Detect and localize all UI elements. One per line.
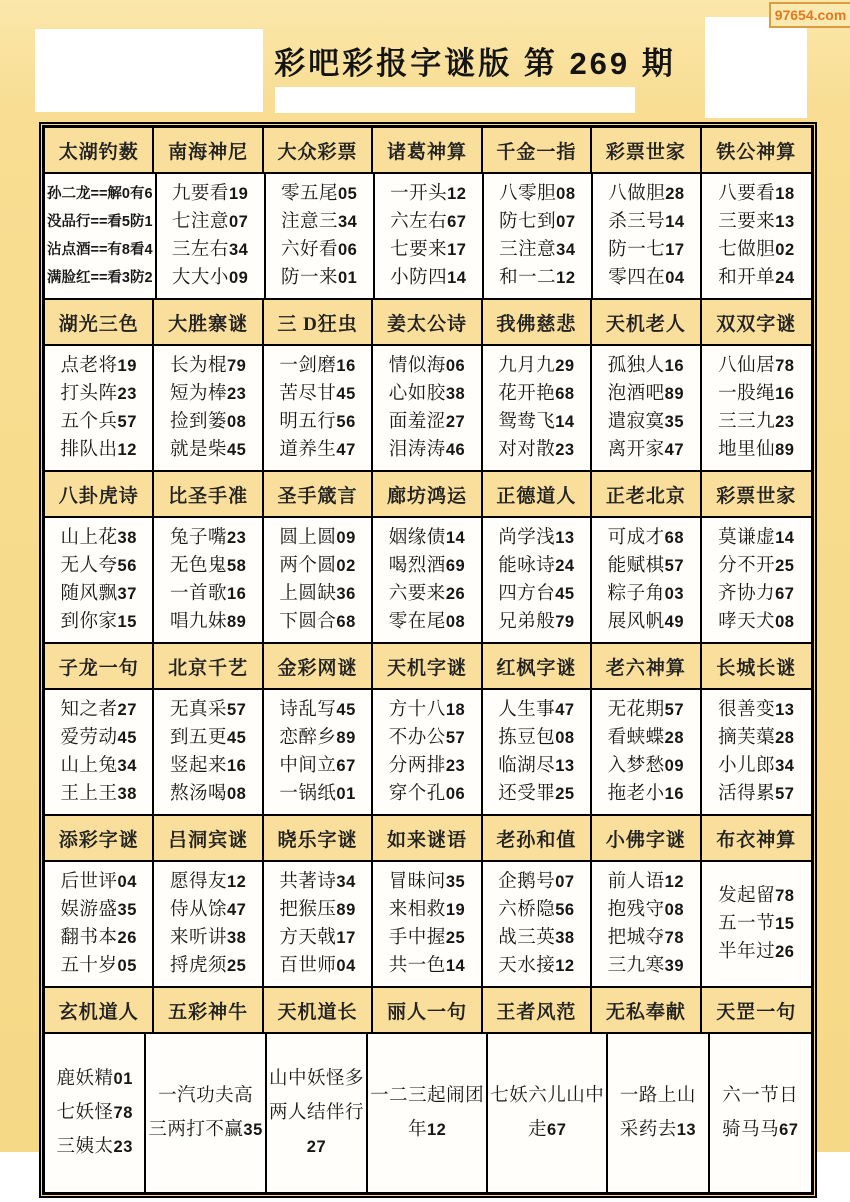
puzzle-line: 企鹅号07 [498,872,575,892]
puzzle-line: 防一七17 [608,240,685,260]
header-cell: 老孙和值 [483,814,592,862]
puzzle-line: 分两排23 [388,756,466,776]
puzzle-line: 穿个孔06 [388,784,466,804]
puzzle-line: 采药去13 [619,1120,697,1140]
header-cell: 丽人一句 [373,986,482,1034]
header-cell: 王者风范 [483,986,592,1034]
puzzle-line: 七要来17 [390,240,467,260]
puzzle-line: 尚学浅13 [498,528,575,548]
puzzle-cell [710,1034,811,1192]
puzzle-line: 捡到篓08 [169,412,247,432]
puzzle-line: 小防四14 [390,268,467,288]
content-row-2 [45,518,811,642]
puzzle-line: 摘芙蕖28 [718,728,795,748]
puzzle-line: 后世评04 [60,872,137,892]
puzzle-line: 三姨太23 [56,1137,133,1157]
header-cell: 比圣手准 [154,470,263,518]
puzzle-line: 八做胆28 [608,184,685,204]
puzzle-line: 恋醉乡89 [279,728,356,748]
puzzle-line: 拣豆包08 [498,728,575,748]
puzzle-line: 六好看06 [280,240,358,260]
header-cell: 大胜寨谜 [154,298,263,346]
puzzle-line: 哮天犬08 [718,612,795,632]
puzzle-line: 很善变13 [718,700,795,720]
puzzle-line: 两人结伴行 [268,1103,364,1123]
puzzle-line: 小儿郎34 [718,756,795,776]
header-cell: 金彩网谜 [264,642,373,690]
puzzle-line: 山中妖怪多 [268,1069,364,1089]
header-cell: 千金一指 [483,128,592,174]
puzzle-line: 兔子嘴23 [169,528,247,548]
puzzle-line: 诗乱写45 [279,700,356,720]
puzzle-line: 五一节15 [718,914,795,934]
puzzle-line: 年12 [407,1120,447,1140]
puzzle-line: 道养生47 [279,440,356,460]
puzzle-cell [702,174,811,298]
header-cell: 长城长谜 [702,642,811,690]
puzzle-line: 半年过26 [718,942,795,962]
puzzle-table [42,125,814,1195]
puzzle-line: 共著诗34 [279,872,356,892]
puzzle-line: 沾点酒==有8看4 [47,242,153,258]
header-cell: 三 D狂虫 [264,298,373,346]
puzzle-cell [266,174,375,298]
puzzle-line: 下圆合68 [279,612,356,632]
puzzle-line: 山上花38 [60,528,137,548]
puzzle-line: 和开单24 [718,268,795,288]
puzzle-line: 孙二龙==解0有6 [47,186,153,202]
puzzle-cell [375,174,484,298]
puzzle-cell [702,862,811,986]
puzzle-line: 无色鬼58 [169,556,247,576]
puzzle-line: 防七到07 [499,212,576,232]
header-cell: 天机道长 [264,986,373,1034]
puzzle-line: 圆上圆09 [279,528,356,548]
header-cell: 北京千艺 [154,642,263,690]
puzzle-line: 离开家47 [607,440,685,460]
puzzle-line: 愿得友12 [169,872,247,892]
header-cell: 铁公神算 [702,128,811,174]
puzzle-cell [702,346,811,470]
puzzle-line: 到五更45 [169,728,247,748]
header-cell: 布衣神算 [702,814,811,862]
content-row-1 [45,346,811,470]
puzzle-line: 战三英38 [498,928,575,948]
puzzle-line: 无真采57 [169,700,247,720]
puzzle-cell [264,690,373,814]
puzzle-line: 来相救19 [388,900,466,920]
puzzle-line: 共一色14 [388,956,466,976]
puzzle-line: 能咏诗24 [498,556,575,576]
blank-box-top-right [705,17,807,118]
header-cell: 吕洞宾谜 [154,814,263,862]
puzzle-cell [45,346,154,470]
header-cell: 彩票世家 [592,128,701,174]
puzzle-line: 点老将19 [60,356,137,376]
puzzle-line: 四方台45 [498,584,575,604]
puzzle-line: 没品行==看5防1 [47,214,153,230]
puzzle-line: 大大小09 [171,268,249,288]
puzzle-line: 分不开25 [718,556,795,576]
content-row-0 [45,174,811,298]
puzzle-line: 一锅纸01 [279,784,356,804]
puzzle-line: 无人夸56 [60,556,137,576]
puzzle-line: 三要来13 [718,212,795,232]
puzzle-line: 齐协力67 [718,584,795,604]
puzzle-cell [484,174,593,298]
puzzle-line: 上圆缺36 [279,584,356,604]
puzzle-line: 一剑磨16 [279,356,356,376]
puzzle-line: 八零胆08 [499,184,576,204]
header-row-5 [45,986,811,1034]
header-cell: 小佛字谜 [592,814,701,862]
puzzle-line: 把猴压89 [279,900,356,920]
header-cell: 红枫字谜 [483,642,592,690]
puzzle-line: 27 [306,1138,327,1156]
header-cell: 天罡一句 [702,986,811,1034]
puzzle-cell [45,862,154,986]
puzzle-line: 人生事47 [498,700,575,720]
puzzle-line: 对对散23 [498,440,575,460]
puzzle-line: 看蛱蝶28 [607,728,685,748]
puzzle-line: 爱劳动45 [60,728,137,748]
content-row-4 [45,862,811,986]
puzzle-line: 打头阵23 [60,384,137,404]
puzzle-line: 能赋棋57 [607,556,685,576]
header-cell: 诸葛神算 [373,128,482,174]
puzzle-line: 无花期57 [607,700,685,720]
header-cell: 五彩神牛 [154,986,263,1034]
puzzle-line: 知之者27 [60,700,137,720]
puzzle-line: 到你家15 [60,612,137,632]
puzzle-line: 泡酒吧89 [607,384,685,404]
puzzle-line: 喝烈酒69 [388,556,466,576]
puzzle-line: 地里仙89 [718,440,795,460]
header-row-4 [45,814,811,862]
puzzle-line: 三注意34 [499,240,576,260]
header-row-1 [45,298,811,346]
puzzle-line: 还受罪25 [498,784,575,804]
puzzle-line: 方天戟17 [279,928,356,948]
puzzle-line: 走67 [528,1120,567,1140]
puzzle-line: 花开艳68 [498,384,575,404]
puzzle-line: 一汽功夫高 [158,1086,254,1106]
puzzle-cell [483,690,592,814]
puzzle-line: 长为棍79 [169,356,247,376]
puzzle-line: 竖起来16 [169,756,247,776]
puzzle-cell [592,862,701,986]
puzzle-line: 展风帆49 [607,612,685,632]
puzzle-cell [483,346,592,470]
puzzle-cell [157,174,266,298]
puzzle-line: 九要看19 [171,184,249,204]
puzzle-line: 入梦愁09 [607,756,685,776]
puzzle-line: 零在尾08 [388,612,466,632]
puzzle-line: 鹿妖精01 [56,1069,133,1089]
header-cell: 无私奉献 [592,986,701,1034]
puzzle-cell [373,346,482,470]
puzzle-cell [45,690,154,814]
puzzle-cell [373,690,482,814]
puzzle-line: 鸳鸯飞14 [498,412,575,432]
puzzle-line: 六左右67 [390,212,467,232]
puzzle-line: 唱九妹89 [169,612,247,632]
puzzle-line: 发起留78 [718,886,795,906]
header-cell: 玄机道人 [45,986,154,1034]
puzzle-line: 手中握25 [388,928,466,948]
header-cell: 子龙一句 [45,642,154,690]
puzzle-line: 把城夺78 [607,928,685,948]
puzzle-line: 捋虎须25 [169,956,247,976]
puzzle-cell [373,862,482,986]
header-cell: 添彩字谜 [45,814,154,862]
puzzle-line: 三左右34 [171,240,249,260]
puzzle-line: 山上兔34 [60,756,137,776]
puzzle-line: 面羞涩27 [388,412,466,432]
header-cell: 正德道人 [483,470,592,518]
puzzle-line: 拖老小16 [607,784,685,804]
header-cell: 老六神算 [592,642,701,690]
puzzle-cell [154,862,263,986]
puzzle-line: 九月九29 [498,356,575,376]
page-title: 彩吧彩报字谜版 第 269 期 [274,46,676,81]
puzzle-line: 莫谦虚14 [718,528,795,548]
puzzle-line: 注意三34 [280,212,358,232]
puzzle-line: 三九寒39 [607,956,685,976]
puzzle-line: 可成才68 [607,528,685,548]
header-cell: 太湖钓薮 [45,128,154,174]
puzzle-line: 中间立67 [279,756,356,776]
puzzle-cell [592,518,701,642]
puzzle-line: 抱残守08 [607,900,685,920]
puzzle-cell [373,518,482,642]
puzzle-line: 王上王38 [60,784,137,804]
content-row-3 [45,690,811,814]
puzzle-line: 防一来01 [280,268,358,288]
puzzle-line: 孤独人16 [607,356,685,376]
puzzle-line: 杀三号14 [608,212,685,232]
puzzle-cell [702,518,811,642]
puzzle-line: 两个圆02 [279,556,356,576]
puzzle-cell [592,346,701,470]
puzzle-line: 八仙居78 [718,356,795,376]
puzzle-line: 骑马马67 [722,1120,799,1140]
content-row-5 [45,1034,811,1192]
puzzle-cell [592,690,701,814]
puzzle-cell [264,518,373,642]
header-cell: 大众彩票 [264,128,373,174]
puzzle-line: 一首歌16 [169,584,247,604]
puzzle-line: 一股绳16 [718,384,795,404]
puzzle-line: 苦尽甘45 [279,384,356,404]
puzzle-cell [593,174,702,298]
blank-strip-under-title [275,87,635,113]
header-cell: 我佛慈悲 [483,298,592,346]
puzzle-line: 零五尾05 [280,184,358,204]
puzzle-line: 临湖尽13 [498,756,575,776]
header-row-2 [45,470,811,518]
puzzle-cell [45,518,154,642]
puzzle-line: 遣寂寞35 [607,412,685,432]
puzzle-line: 六一节日 [722,1086,799,1106]
header-row-0 [45,128,811,174]
puzzle-line: 排队出12 [60,440,137,460]
header-cell: 天机老人 [592,298,701,346]
puzzle-cell [488,1034,608,1192]
header-cell: 天机字谜 [373,642,482,690]
puzzle-line: 翻书本26 [60,928,137,948]
header-cell: 正老北京 [592,470,701,518]
puzzle-cell [264,346,373,470]
puzzle-line: 心如胶38 [388,384,466,404]
puzzle-line: 一路上山 [619,1086,696,1106]
puzzle-line: 七做胆02 [718,240,795,260]
puzzle-line: 来听讲38 [169,928,247,948]
header-cell: 双双字谜 [702,298,811,346]
blank-box-top-left [35,29,263,112]
puzzle-line: 冒昧问35 [388,872,466,892]
puzzle-line: 粽子角03 [607,584,685,604]
header-cell: 晓乐字谜 [264,814,373,862]
site-watermark: 97654.com [769,2,850,28]
puzzle-line: 八要看18 [718,184,795,204]
puzzle-line: 五个兵57 [60,412,137,432]
header-cell: 八卦虎诗 [45,470,154,518]
puzzle-line: 明五行56 [279,412,356,432]
puzzle-line: 和一二12 [499,268,576,288]
header-cell: 如来谜语 [373,814,482,862]
puzzle-line: 七妖六儿山中 [490,1086,605,1106]
puzzle-line: 满脸红==看3防2 [47,270,153,286]
puzzle-line: 兄弟般79 [498,612,575,632]
puzzle-cell [154,346,263,470]
header-row-3 [45,642,811,690]
puzzle-line: 泪涛涛46 [388,440,466,460]
puzzle-cell [267,1034,368,1192]
header-cell: 湖光三色 [45,298,154,346]
puzzle-line: 一二三起闹团 [370,1086,485,1106]
header-cell: 姜太公诗 [373,298,482,346]
puzzle-line: 七妖怪78 [56,1103,133,1123]
puzzle-line: 一开头12 [390,184,467,204]
header-cell: 圣手箴言 [264,470,373,518]
puzzle-line: 短为棒23 [169,384,247,404]
puzzle-line: 不办公57 [388,728,466,748]
puzzle-line: 娱游盛35 [60,900,137,920]
puzzle-line: 零四在04 [608,268,685,288]
header-cell: 南海神尼 [154,128,263,174]
puzzle-cell [45,174,157,298]
puzzle-line: 前人语12 [607,872,685,892]
puzzle-cell [368,1034,488,1192]
puzzle-cell [45,1034,146,1192]
puzzle-line: 熬汤喝08 [169,784,247,804]
puzzle-line: 方十八18 [388,700,466,720]
puzzle-line: 七注意07 [171,212,249,232]
puzzle-line: 随风飘37 [60,584,137,604]
puzzle-cell [154,518,263,642]
puzzle-cell [146,1034,266,1192]
puzzle-line: 五十岁05 [60,956,137,976]
puzzle-line: 活得累57 [718,784,795,804]
puzzle-cell [483,862,592,986]
puzzle-cell [483,518,592,642]
puzzle-line: 侍从馀47 [169,900,247,920]
puzzle-line: 三三九23 [718,412,795,432]
puzzle-line: 天水接12 [498,956,575,976]
puzzle-cell [154,690,263,814]
puzzle-cell [702,690,811,814]
puzzle-line: 情似海06 [388,356,466,376]
header-cell: 彩票世家 [702,470,811,518]
puzzle-line: 六要来26 [388,584,466,604]
puzzle-cell [608,1034,709,1192]
puzzle-line: 百世师04 [279,956,356,976]
puzzle-line: 姻缘债14 [388,528,466,548]
puzzle-line: 三两打不赢35 [148,1120,263,1140]
header-cell: 廊坊鸿运 [373,470,482,518]
puzzle-cell [264,862,373,986]
puzzle-line: 六桥隐56 [498,900,575,920]
puzzle-line: 就是柴45 [169,440,247,460]
